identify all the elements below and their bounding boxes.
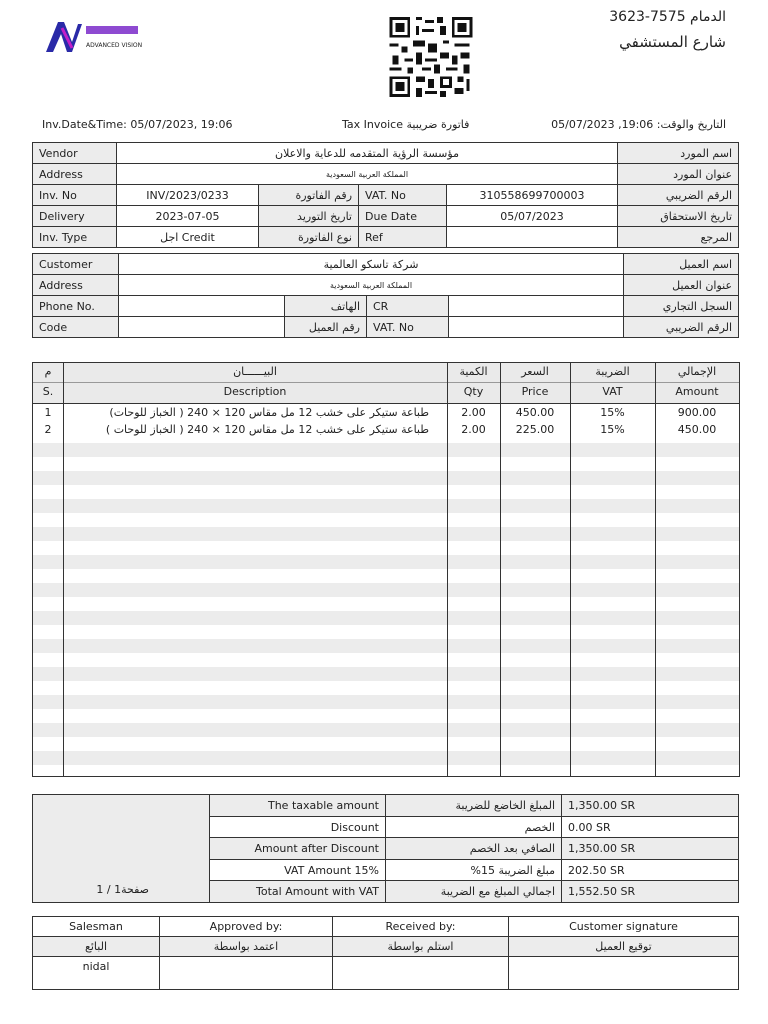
code-label-ar: رقم العميل	[285, 317, 367, 338]
customer-vat-label: VAT. No	[367, 317, 449, 338]
cr-label-ar: السجل التجاري	[624, 296, 739, 317]
customer-vat-label-ar: الرقم الضريبي	[624, 317, 739, 338]
empty-row-stripe	[33, 639, 739, 653]
customer-address-label: Address	[33, 275, 119, 296]
vendor-address: المملكة العربية السعودية	[117, 164, 618, 185]
col-price-ar: السعر	[521, 365, 549, 378]
logo-text: ADVANCED VISION	[86, 42, 142, 49]
row-vat: 15%	[600, 423, 625, 436]
invoice-title: Tax Invoice فاتورة ضريبية	[342, 118, 470, 131]
vendor-name: مؤسسة الرؤية المتقدمه للدعاية والاعلان	[117, 143, 618, 164]
page-number: صفحة1 / 1	[33, 795, 210, 903]
taxable-label-en: The taxable amount	[210, 795, 386, 817]
ref-label-ar: المرجع	[618, 227, 739, 248]
cr-label: CR	[367, 296, 449, 317]
col-qty-en: Qty	[463, 385, 484, 398]
ar-datetime-value: 19:06, 05/07/2023	[551, 118, 654, 131]
empty-row-stripe	[33, 471, 739, 485]
taxable-value: 1,350.00 SR	[562, 795, 739, 817]
row-description: طباعة ستيكر على خشب 12 مل مقاس 120 × 240 ( الخباز للوحات)	[109, 406, 429, 419]
col-vat-ar: الضريبة	[595, 365, 630, 378]
inv-no-value: INV/2023/0233	[117, 185, 259, 206]
items-table	[32, 362, 740, 777]
row-vat: 15%	[600, 406, 625, 419]
inv-no-label-ar: رقم الفاتورة	[259, 185, 359, 206]
phone-label-ar: الهاتف	[285, 296, 367, 317]
customer-label-ar: اسم العميل	[624, 254, 739, 275]
inv-no-label: Inv. No	[33, 185, 117, 206]
customer-signature-label-ar: توقيع العميل	[509, 937, 739, 957]
row-price: 225.00	[515, 423, 555, 436]
customer-signature-field	[509, 957, 739, 990]
vendor-address-label: Address	[33, 164, 117, 185]
inv-type-label: Inv. Type	[33, 227, 117, 248]
row-sn: 2	[44, 423, 52, 436]
inv-type-value: اجل Credit	[117, 227, 259, 248]
empty-row-stripe	[33, 499, 739, 513]
cr-value	[449, 296, 624, 317]
row-description: طباعة ستيكر على خشب 12 مل مقاس 120 × 240 ( الخباز للوحات )	[105, 423, 429, 436]
vat-no-value: 310558699700003	[447, 185, 618, 206]
code-label: Code	[33, 317, 119, 338]
due-date-label: Due Date	[359, 206, 447, 227]
col-vat-en: VAT	[602, 385, 623, 398]
vat-no-label: VAT. No	[359, 185, 447, 206]
customer-signature-label-en: Customer signature	[509, 917, 739, 937]
customer-table	[32, 253, 739, 338]
empty-row-stripe	[33, 695, 739, 709]
vendor-table	[32, 142, 739, 248]
discount-label-ar: الخصم	[386, 817, 562, 838]
col-sn-ar: م	[44, 365, 52, 378]
empty-row-stripe	[33, 667, 739, 681]
customer-address: المملكة العربية السعودية	[119, 275, 624, 296]
row-amount: 450.00	[677, 423, 717, 436]
vat-no-label-ar: الرقم الضريبي	[618, 185, 739, 206]
row-amount: 900.00	[677, 406, 717, 419]
col-amount-en: Amount	[675, 385, 719, 398]
qr-code	[386, 14, 476, 100]
vat-amount-label-ar: مبلغ الضريبة 15%	[386, 860, 562, 881]
col-price-en: Price	[521, 385, 549, 398]
total-value: 1,552.50 SR	[562, 881, 739, 903]
received-label-en: Received by:	[333, 917, 509, 937]
company-address-line-2: شارع المستشفي	[619, 33, 726, 51]
due-date-value: 05/07/2023	[447, 206, 618, 227]
salesman-label-ar: البائع	[33, 937, 160, 957]
code-value	[119, 317, 285, 338]
company-address-line-1: الدمام 7575-3623	[609, 9, 726, 25]
empty-row-stripe	[33, 611, 739, 625]
row-sn: 1	[44, 406, 52, 419]
taxable-label-ar: المبلغ الخاضع للضريبة	[386, 795, 562, 817]
empty-row-stripe	[33, 527, 739, 541]
discount-value: 0.00 SR	[562, 817, 739, 838]
approved-label-ar: اعتمد بواسطة	[160, 937, 333, 957]
phone-value	[119, 296, 285, 317]
empty-row-stripe	[33, 443, 739, 457]
customer-label: Customer	[33, 254, 119, 275]
invoice-date-line	[42, 118, 726, 134]
after-discount-label-ar: الصافي بعد الخصم	[386, 838, 562, 860]
col-desc-en: Description	[223, 385, 287, 398]
customer-vat-value	[449, 317, 624, 338]
inv-datetime-value: 05/07/2023, 19:06	[130, 118, 233, 131]
empty-row-stripe	[33, 555, 739, 569]
vat-amount-label-en: VAT Amount 15%	[210, 860, 386, 881]
vendor-label-ar: اسم المورد	[618, 143, 739, 164]
salesman-name: nidal	[33, 957, 160, 990]
inv-datetime-label: Inv.Date&Time:	[42, 118, 127, 131]
delivery-label-ar: تاريخ التوريد	[259, 206, 359, 227]
after-discount-value: 1,350.00 SR	[562, 838, 739, 860]
delivery-label: Delivery	[33, 206, 117, 227]
col-qty-ar: الكمية	[459, 365, 488, 378]
col-desc-ar: البيــــــان	[233, 365, 277, 378]
empty-row-stripe	[33, 583, 739, 597]
received-by-field	[333, 957, 509, 990]
company-logo	[42, 18, 142, 58]
vat-amount-value: 202.50 SR	[562, 860, 739, 881]
row-qty: 2.00	[461, 423, 486, 436]
received-label-ar: استلم بواسطة	[333, 937, 509, 957]
total-label-ar: اجمالي المبلغ مع الضريبة	[386, 881, 562, 903]
table-row	[33, 404, 739, 421]
after-discount-label-en: Amount after Discount	[210, 838, 386, 860]
customer-address-label-ar: عنوان العميل	[624, 275, 739, 296]
ar-datetime-label: التاريخ والوقت:	[656, 118, 726, 131]
empty-row-stripe	[33, 751, 739, 765]
phone-label: Phone No.	[33, 296, 119, 317]
total-label-en: Total Amount with VAT	[210, 881, 386, 903]
approved-label-en: Approved by:	[160, 917, 333, 937]
salesman-label-en: Salesman	[33, 917, 160, 937]
table-row	[33, 421, 739, 438]
col-amount-ar: الإجمالي	[677, 365, 717, 378]
signature-table	[32, 916, 739, 990]
vendor-address-label-ar: عنوان المورد	[618, 164, 739, 185]
row-qty: 2.00	[461, 406, 486, 419]
inv-type-label-ar: نوع الفاتورة	[259, 227, 359, 248]
approved-by-field	[160, 957, 333, 990]
col-sn-en: S.	[42, 385, 54, 398]
due-date-label-ar: تاريخ الاستحقاق	[618, 206, 739, 227]
totals-table	[32, 794, 739, 903]
row-price: 450.00	[515, 406, 555, 419]
empty-row-stripe	[33, 723, 739, 737]
customer-name: شركة تاسكو العالمية	[119, 254, 624, 275]
delivery-value: 2023-07-05	[117, 206, 259, 227]
ref-label: Ref	[359, 227, 447, 248]
ref-value	[447, 227, 618, 248]
discount-label-en: Discount	[210, 817, 386, 838]
vendor-label: Vendor	[33, 143, 117, 164]
